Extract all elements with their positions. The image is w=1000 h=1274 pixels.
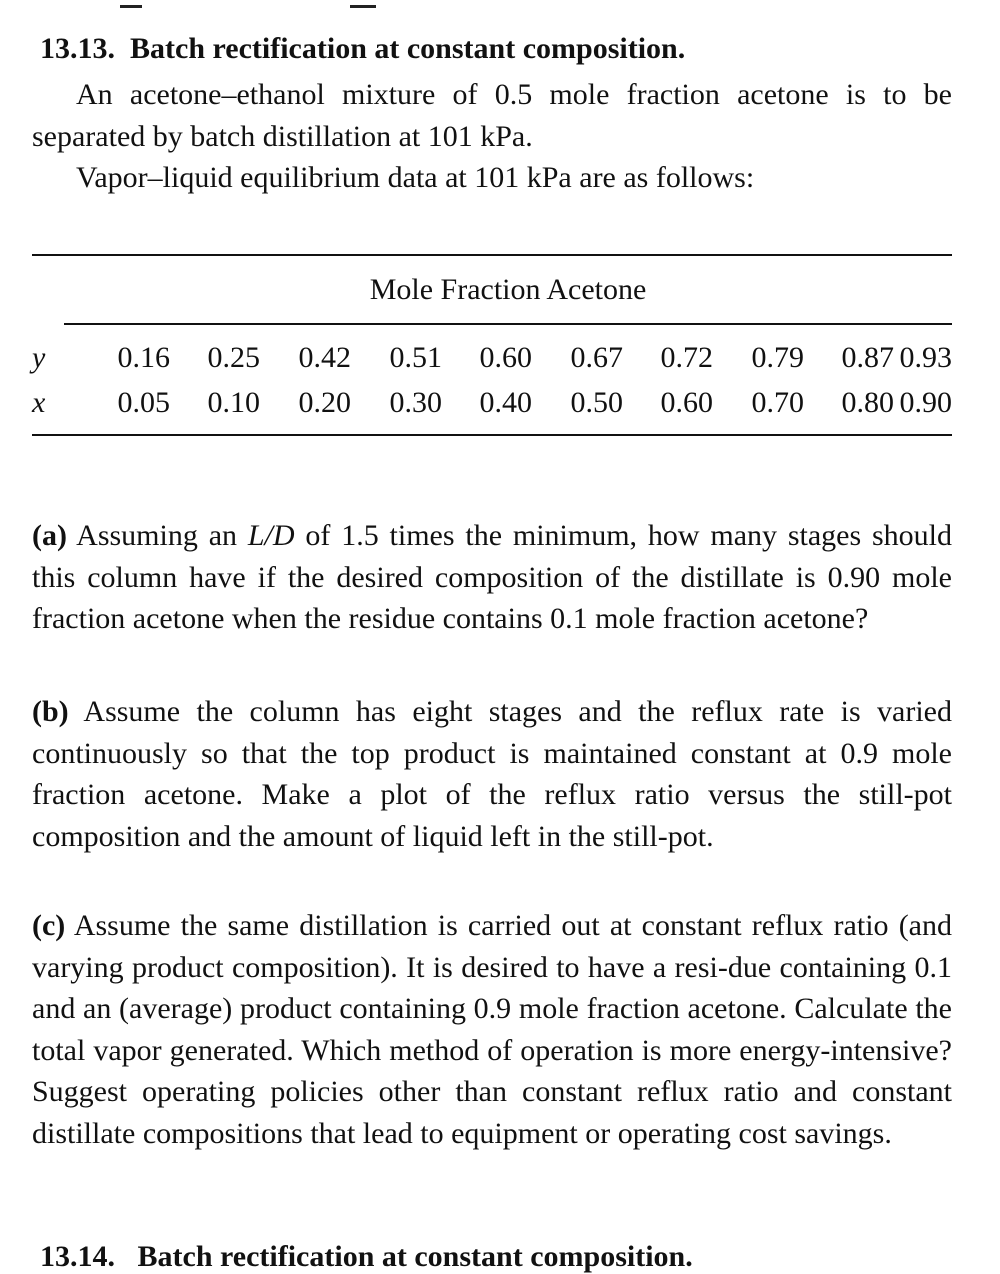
- table-row-y: [32, 341, 952, 381]
- table-cell: 0.90: [899, 386, 952, 419]
- table-cell: 0.60: [479, 341, 532, 374]
- next-problem-heading: [40, 1240, 693, 1274]
- part-b: [32, 691, 952, 857]
- table-bottom-rule: [32, 434, 952, 436]
- next-problem-title: Batch rectification at constant composition.: [137, 1240, 693, 1273]
- table-cell: 0.20: [298, 386, 351, 419]
- problem-title: Batch rectification at constant composition.: [130, 32, 686, 65]
- problem-number: 13.13.: [40, 32, 115, 65]
- part-b-label: (b): [32, 695, 69, 728]
- table-title: Mole Fraction Acetone: [369, 273, 647, 306]
- table-header-rule: [64, 323, 952, 325]
- table-cell: 0.10: [207, 386, 260, 419]
- part-b-text: Assume the column has eight stages and the reflux rate is varied continuously so that the top product is maintained constant at 0.9 mole fraction acetone. Make a plot of the reflux ratio versus the still-pot composition and the amount of liquid left in the still-pot.: [32, 695, 952, 853]
- table-cell: 0.30: [389, 386, 442, 419]
- table-cell: 0.51: [389, 341, 442, 374]
- table-cell: 0.42: [298, 341, 351, 374]
- table-cell: 0.79: [751, 341, 804, 374]
- table-cell: 0.60: [660, 386, 713, 419]
- table-cell: 0.67: [570, 341, 623, 374]
- table-cell: 0.70: [751, 386, 804, 419]
- part-a-math: L/D: [247, 519, 295, 552]
- table-cell: 0.05: [117, 386, 170, 419]
- row-label-x: x: [32, 386, 46, 419]
- part-c-label: (c): [32, 909, 66, 942]
- next-problem-number: 13.14.: [40, 1240, 115, 1273]
- table-cell: 0.87: [841, 341, 894, 374]
- table-cell: 0.50: [570, 386, 623, 419]
- part-a-label: (a): [32, 519, 67, 552]
- table-row-x: [32, 386, 952, 426]
- problem-intro: An acetone–ethanol mixture of 0.5 mole fraction acetone is to be separated by batch distillation at 101 kPa.: [32, 78, 952, 153]
- table-cell: 0.25: [207, 341, 260, 374]
- part-a: [32, 515, 952, 640]
- table-cell: 0.80: [841, 386, 894, 419]
- table-cell: 0.16: [117, 341, 170, 374]
- table-top-rule: [32, 254, 952, 256]
- vle-intro: Vapor–liquid equilibrium data at 101 kPa are as follows:: [76, 161, 755, 194]
- part-a-text: of 1.5 times the minimum, how many stages should this column have if the desired composition of the distillate is 0.90 mole fraction acetone when the residue contains 0.1 mole fraction acetone?: [32, 519, 953, 635]
- row-label-y: y: [32, 341, 46, 374]
- problem-heading: [40, 32, 685, 66]
- table-cell: 0.72: [660, 341, 713, 374]
- part-a-pre: Assuming an: [76, 519, 238, 552]
- table-cell: 0.93: [899, 341, 952, 374]
- previous-text-fragment: [0, 0, 1000, 8]
- table-cell: 0.40: [479, 386, 532, 419]
- part-c: [32, 905, 952, 1154]
- part-c-text: Assume the same distillation is carried out at constant reflux ratio (and varying product composition). It is desired to have a resi-due containing 0.1 and an (average) product containing 0.9 mole fraction acetone. Calculate the total vapor generated. Which method of operation is more energy-intensive? Suggest operating policies other than constant reflux ratio and constant distillate compositions that lead to equipment or operating cost savings.: [32, 909, 952, 1150]
